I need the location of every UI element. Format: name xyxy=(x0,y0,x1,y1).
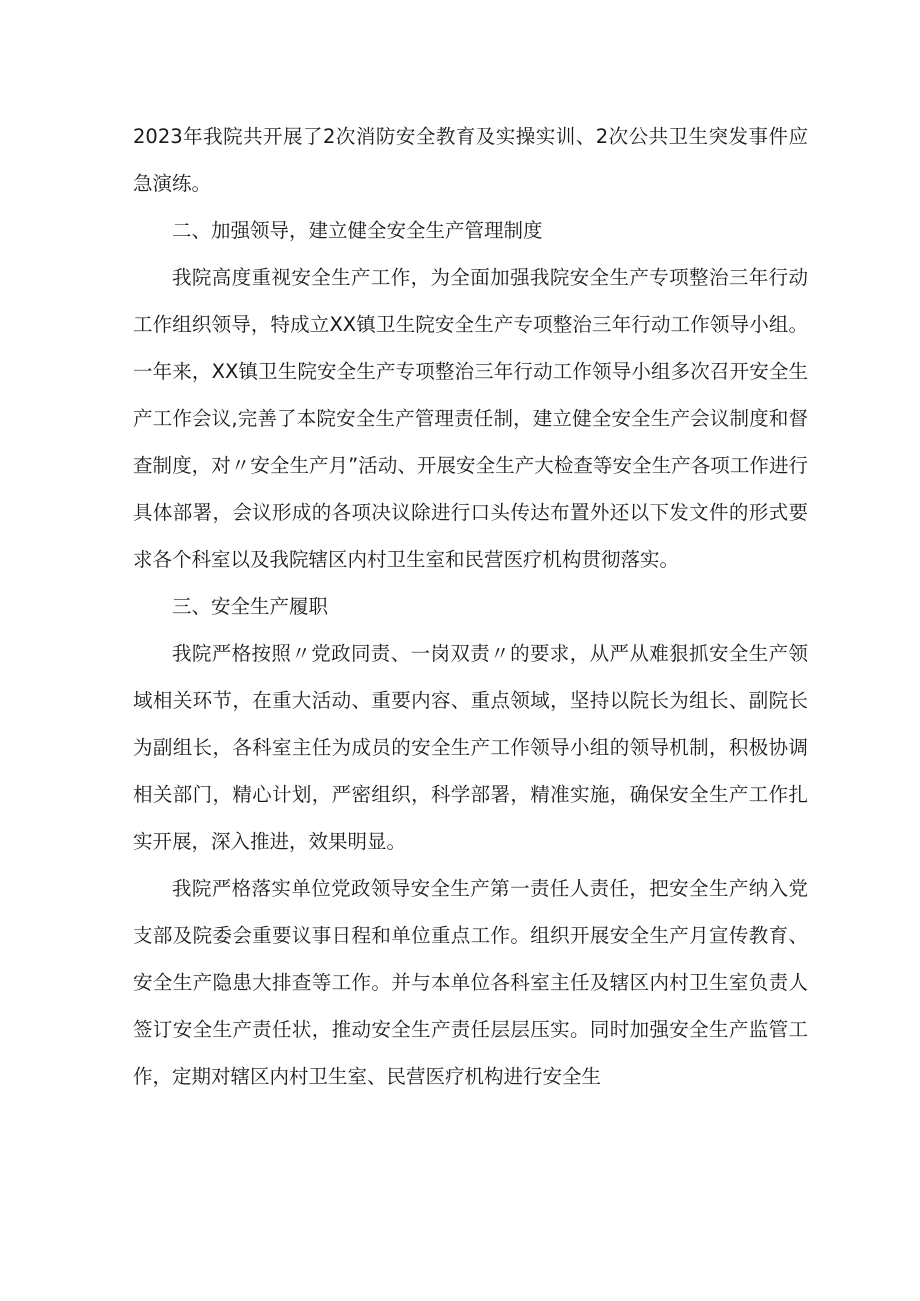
document-body xyxy=(133,113,808,1100)
section-heading-2: 二、加强领导，建立健全安全生产管理制度 xyxy=(172,219,543,242)
paragraph-duty: 我院严格按照〃党政同责、一岗双责〃的要求，从严从难狠抓安全生产领域相关环节，在重大活动、重要内容、重点领域，坚持以院长为组长、副院长为副组长，各科室主任为成员的安全生产工作领导小组的领导机制，积极协调相关部门，精心计划，严密组织，科学部署，精准实施，确保安全生产工作扎实开展，深入推进，效果明显。 xyxy=(133,642,808,853)
section-heading-3: 三、安全生产履职 xyxy=(172,595,329,618)
paragraph-continuation: 2023年我院共开展了2次消防安全教育及实操实训、2次公共卫生突发事件应急演练。 xyxy=(133,125,808,195)
paragraph-responsibility: 我院严格落实单位党政领导安全生产第一责任人责任，把安全生产纳入党支部及院委会重要议事日程和单位重点工作。组织开展安全生产月宣传教育、安全生产隐患大排查等工作。并与本单位各科室主任及辖区内村卫生室负责人签订安全生产责任状，推动安全生产责任层层压实。同时加强安全生产监管工作，定期对辖区内村卫生室、民营医疗机构进行安全生 xyxy=(133,877,808,1088)
paragraph-leadership: 我院高度重视安全生产工作，为全面加强我院安全生产专项整治三年行动工作组织领导，特成立XX镇卫生院安全生产专项整治三年行动工作领导小组。一年来，XX镇卫生院安全生产专项整治三年行动工作领导小组多次召开安全生产工作会议,完善了本院安全生产管理责任制，建立健全安全生产会议制度和督查制度，对〃安全生产月”活动、开展安全生产大检查等安全生产各项工作进行具体部署，会议形成的各项决议除进行口头传达布置外还以下发文件的形式要求各个科室以及我院辖区内村卫生室和民营医疗机构贯彻落实。 xyxy=(133,266,808,571)
